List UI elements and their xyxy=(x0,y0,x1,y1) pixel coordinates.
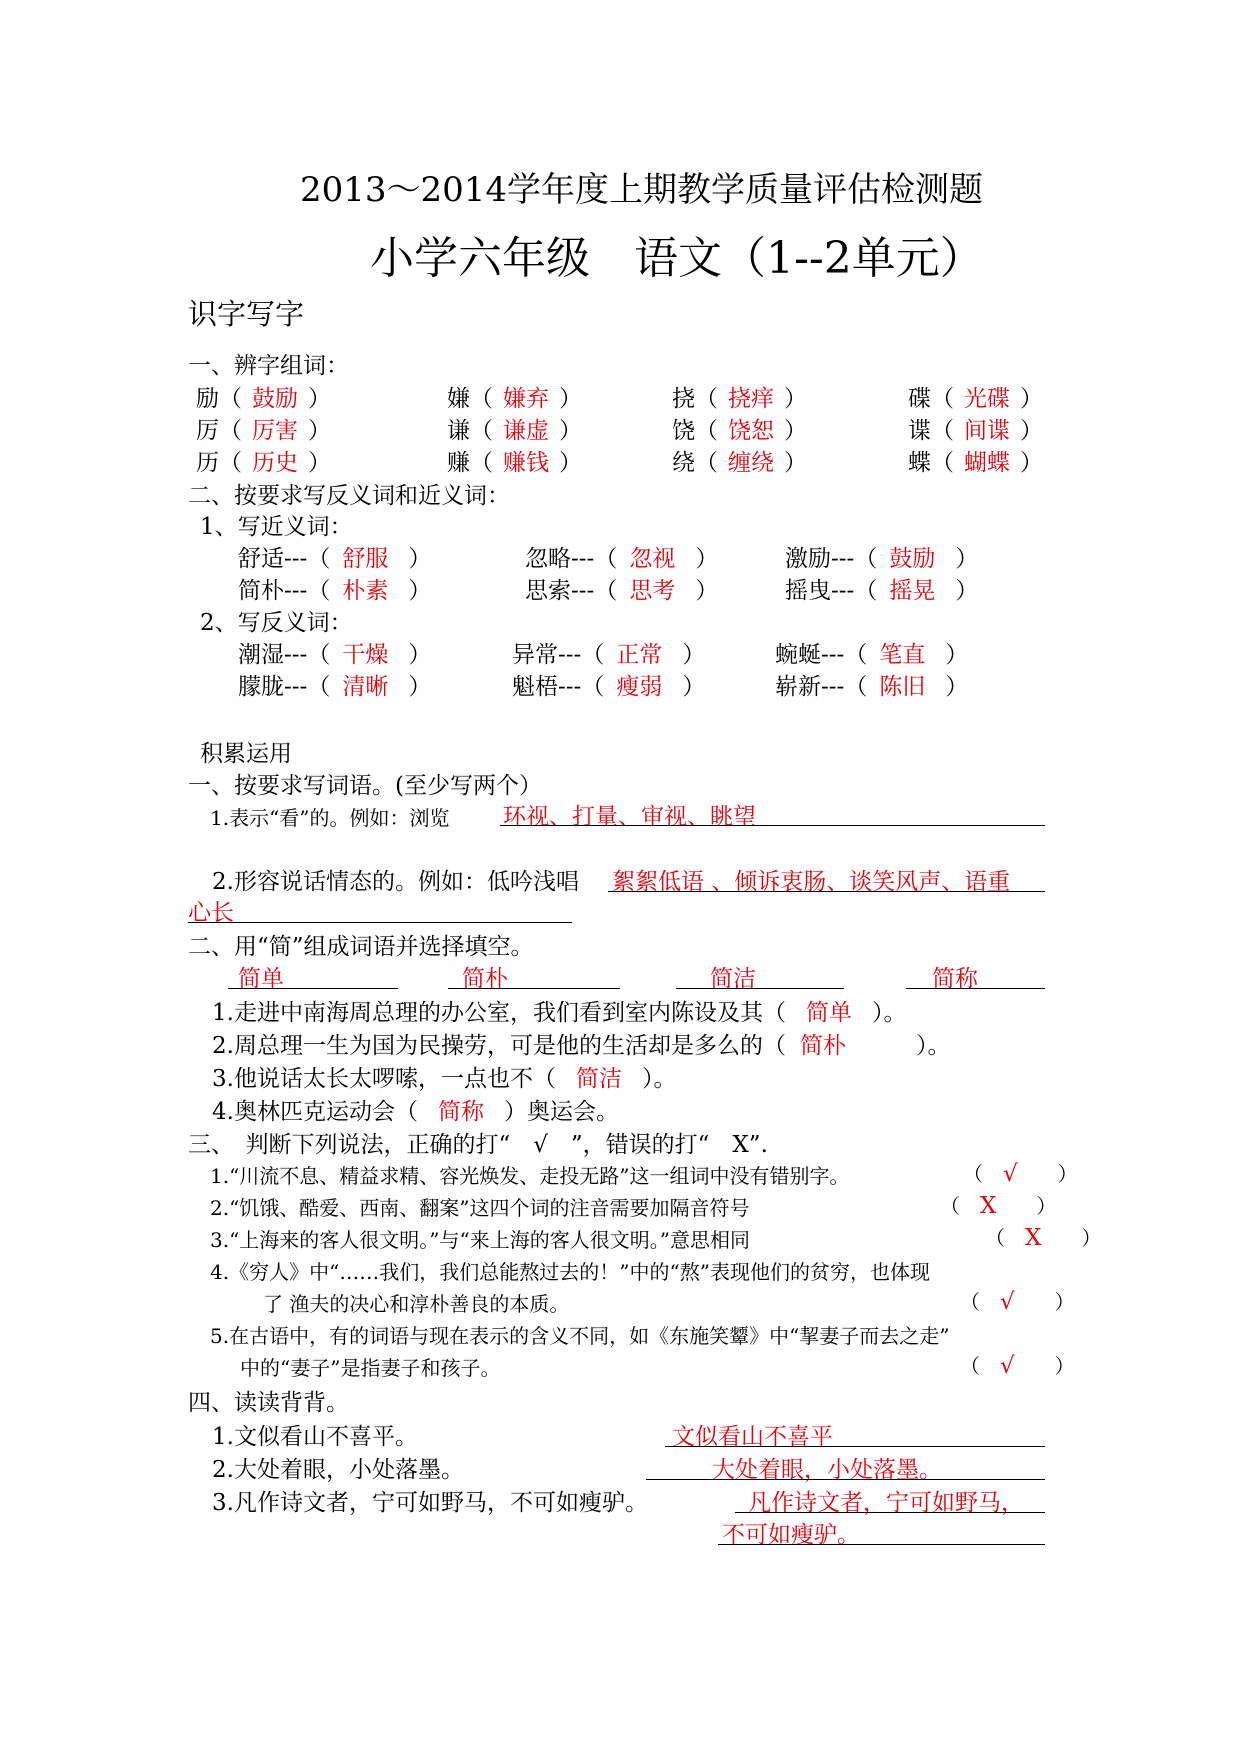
answer-word: 思考 xyxy=(629,578,676,604)
answer-look: 环视、打量、审视、眺望 xyxy=(503,804,756,830)
paren-open: （ xyxy=(695,386,718,412)
question-title-recite: 四、读读背背。 xyxy=(188,1390,349,1416)
answer-word: 嫌弃 xyxy=(503,386,549,412)
prompt-word: 摇曳---（ xyxy=(785,578,878,604)
paren-close: ） xyxy=(945,674,969,700)
paren-close: ） xyxy=(559,418,582,444)
question-title-distinguish: 一、辨字组词： xyxy=(188,353,349,379)
paren-close: ） xyxy=(1020,450,1043,476)
paren-close: ） xyxy=(1020,418,1043,444)
character: 挠 xyxy=(672,386,695,412)
paren-close: ） xyxy=(408,546,432,572)
question-title-synonym-antonym: 二、按要求写反义词和近义词： xyxy=(188,483,510,509)
word-cell xyxy=(447,380,582,413)
answer-speech-a: 絮絮低语 、倾诉衷肠、谈笑风声、语重 xyxy=(612,869,1011,895)
sentence-text: ）奥运会。 xyxy=(503,1099,619,1125)
answer-word: 厉害 xyxy=(252,418,298,444)
sentence-answer: 简称 xyxy=(437,1099,484,1125)
prompt-word: 潮湿---（ xyxy=(238,642,331,668)
answer-word: 赚钱 xyxy=(503,450,549,476)
jian-sentence-4 xyxy=(212,1093,619,1126)
answer-word: 挠痒 xyxy=(728,386,774,412)
sub-title-antonym: 2、写反义词： xyxy=(200,610,353,636)
character: 历 xyxy=(196,450,219,476)
prompt-word: 魁梧---（ xyxy=(512,674,605,700)
jian-word-4: 简称 xyxy=(932,966,978,992)
word-pair xyxy=(525,540,718,573)
answer-line xyxy=(735,1512,1045,1513)
recite-answer-3b: 不可如瘦驴。 xyxy=(722,1522,860,1548)
prompt-word: 蜿蜒---（ xyxy=(775,642,868,668)
word-pair xyxy=(238,668,431,701)
answer-line xyxy=(906,988,1045,989)
judge-mark-5: √ xyxy=(1000,1353,1015,1379)
answer-word: 饶恕 xyxy=(728,418,774,444)
word-cell xyxy=(447,444,582,477)
paren-close: ） xyxy=(408,674,432,700)
prompt-word: 思索---（ xyxy=(525,578,618,604)
character: 饶 xyxy=(672,418,695,444)
word-pair xyxy=(525,572,718,605)
answer-word: 间谍 xyxy=(964,418,1010,444)
judge-item-5a: 5.在古语中，有的词语与现在表示的含义不同，如《东施笑颦》中“挈妻子而去之走” xyxy=(210,1324,950,1348)
answer-word: 鼓励 xyxy=(889,546,936,572)
sub-title-synonym: 1、写近义词： xyxy=(200,514,353,540)
paren-open: （ xyxy=(219,386,242,412)
paren-close: ） xyxy=(784,418,807,444)
paren-open: （ xyxy=(470,386,493,412)
judge-paren-5: （ √ ） xyxy=(960,1353,1075,1379)
character: 厉 xyxy=(196,418,219,444)
exam-subtitle: 小学六年级 语文（1--2单元） xyxy=(370,233,984,284)
paren-close: ） xyxy=(784,450,807,476)
answer-word: 清晰 xyxy=(342,674,389,700)
character: 励 xyxy=(196,386,219,412)
judge-item-2: 2.“饥饿、酷爱、西南、翻案”这四个词的注音需要加隔音符号 xyxy=(210,1196,750,1220)
sentence-text: 1.走进中南海周总理的办公室，我们看到室内陈设及其（ xyxy=(212,1000,786,1026)
word-cell xyxy=(196,444,331,477)
word-pair xyxy=(238,636,431,669)
character: 赚 xyxy=(447,450,470,476)
paren-close: ） xyxy=(408,578,432,604)
paren-close: ） xyxy=(559,386,582,412)
answer-word: 陈旧 xyxy=(879,674,926,700)
answer-word: 摇晃 xyxy=(889,578,936,604)
answer-word: 鼓励 xyxy=(252,386,298,412)
word-cell xyxy=(672,380,807,413)
character: 碟 xyxy=(908,386,931,412)
item-label-speech: 2.形容说话情态的。例如：低吟浅唱 xyxy=(212,869,579,895)
answer-line xyxy=(718,1544,1045,1545)
question-title-jian: 二、用“简”组成词语并选择填空。 xyxy=(188,934,534,960)
answer-word: 蝴蝶 xyxy=(964,450,1010,476)
paren-close: ） xyxy=(695,546,719,572)
prompt-word: 异常---（ xyxy=(512,642,605,668)
paren-close: ） xyxy=(408,642,432,668)
prompt-word: 忽略---（ xyxy=(525,546,618,572)
judge-item-5b: 中的“妻子”是指妻子和孩子。 xyxy=(240,1356,501,1380)
answer-line xyxy=(646,1479,1045,1480)
jian-sentence-3 xyxy=(212,1060,676,1093)
judge-mark-2: X xyxy=(980,1193,997,1219)
judge-mark-3: X xyxy=(1025,1225,1042,1251)
word-pair xyxy=(785,572,978,605)
jian-word-3: 简洁 xyxy=(710,966,756,992)
sentence-text: ）。 xyxy=(915,1033,951,1059)
paren-close: ） xyxy=(308,386,331,412)
character: 谍 xyxy=(908,418,931,444)
word-pair xyxy=(512,668,705,701)
paren-close: ） xyxy=(955,546,979,572)
word-cell xyxy=(672,444,807,477)
word-cell xyxy=(196,380,331,413)
judge-item-4a: 4.《穷人》中“……我们，我们总能熬过去的！”中的“熬”表现他们的贫穷，也体现 xyxy=(210,1260,930,1284)
answer-line xyxy=(665,1446,1045,1447)
paren-close: ） xyxy=(682,674,706,700)
paren-close: ） xyxy=(784,386,807,412)
sentence-text: 4.奥林匹克运动会（ xyxy=(212,1099,418,1125)
character: 嫌 xyxy=(447,386,470,412)
section-heading-literacy: 识字写字 xyxy=(188,297,305,331)
question-title-judge: 三、 判断下列说法，正确的打“ √ ”，错误的打“ X”. xyxy=(188,1132,768,1158)
answer-word: 正常 xyxy=(616,642,663,668)
word-cell xyxy=(196,412,331,445)
question-title-write-words: 一、按要求写词语。(至少写两个） xyxy=(188,773,542,799)
sentence-text: ）。 xyxy=(641,1066,677,1092)
word-pair xyxy=(238,572,431,605)
word-pair xyxy=(512,636,705,669)
answer-speech-b: 心长 xyxy=(188,900,234,926)
sentence-text: 3.他说话太长太啰嗦，一点也不（ xyxy=(212,1066,556,1092)
prompt-word: 舒适---（ xyxy=(238,546,331,572)
judge-mark-4: √ xyxy=(1000,1289,1015,1315)
judge-mark-1: √ xyxy=(1003,1161,1018,1187)
paren-open: （ xyxy=(695,450,718,476)
answer-word: 笔直 xyxy=(879,642,926,668)
word-pair xyxy=(238,540,431,573)
answer-line xyxy=(188,922,572,923)
paren-open: （ xyxy=(695,418,718,444)
word-pair xyxy=(785,540,978,573)
answer-line xyxy=(228,988,398,989)
recite-item-1: 1.文似看山不喜平。 xyxy=(212,1424,418,1450)
answer-word: 舒服 xyxy=(342,546,389,572)
answer-word: 缠绕 xyxy=(728,450,774,476)
judge-paren-2: （ X ） xyxy=(940,1193,1057,1219)
section-heading-accumulation: 积累运用 xyxy=(200,741,292,767)
paren-open: （ xyxy=(219,418,242,444)
jian-sentence-2 xyxy=(212,1027,950,1060)
recite-answer-3a: 凡作诗文者，宁可如野马， xyxy=(748,1490,1024,1516)
answer-word: 光碟 xyxy=(964,386,1010,412)
character: 绕 xyxy=(672,450,695,476)
exam-title: 2013～2014学年度上期教学质量评估检测题 xyxy=(300,170,984,210)
jian-word-1: 简单 xyxy=(238,966,284,992)
paren-close: ） xyxy=(695,578,719,604)
sentence-answer: 简单 xyxy=(805,1000,852,1026)
answer-line xyxy=(608,891,1045,892)
sentence-answer: 简洁 xyxy=(575,1066,622,1092)
recite-item-2: 2.大处着眼，小处落墨。 xyxy=(212,1457,464,1483)
answer-word: 历史 xyxy=(252,450,298,476)
recite-answer-2: 大处着眼，小处落墨。 xyxy=(712,1457,942,1483)
answer-word: 干燥 xyxy=(342,642,389,668)
jian-sentence-1 xyxy=(212,994,906,1027)
item-label-look: 1.表示“看”的。例如：浏览 xyxy=(210,806,450,830)
answer-line xyxy=(500,825,1045,826)
paren-open: （ xyxy=(931,386,954,412)
judge-paren-4: （ √ ） xyxy=(960,1289,1075,1315)
paren-close: ） xyxy=(945,642,969,668)
paren-open: （ xyxy=(470,418,493,444)
jian-word-2: 简朴 xyxy=(462,966,508,992)
judge-item-1: 1.“川流不息、精益求精、容光焕发、走投无路”这一组词中没有错别字。 xyxy=(210,1164,850,1188)
paren-open: （ xyxy=(219,450,242,476)
answer-line xyxy=(448,988,620,989)
paren-close: ） xyxy=(1020,386,1043,412)
paren-close: ） xyxy=(682,642,706,668)
sentence-text: ）。 xyxy=(871,1000,907,1026)
paren-close: ） xyxy=(308,418,331,444)
answer-word: 忽视 xyxy=(629,546,676,572)
paren-open: （ xyxy=(931,450,954,476)
prompt-word: 崭新---（ xyxy=(775,674,868,700)
recite-item-3: 3.凡作诗文者，宁可如野马，不可如瘦驴。 xyxy=(212,1490,648,1516)
paren-close: ） xyxy=(955,578,979,604)
judge-paren-1: （ √ ） xyxy=(963,1161,1078,1187)
recite-answer-1: 文似看山不喜平 xyxy=(672,1424,833,1450)
word-pair xyxy=(775,668,968,701)
word-cell xyxy=(908,380,1043,413)
paren-open: （ xyxy=(931,418,954,444)
word-cell xyxy=(908,444,1043,477)
sentence-answer: 简朴 xyxy=(799,1033,846,1059)
character: 蝶 xyxy=(908,450,931,476)
word-cell xyxy=(672,412,807,445)
prompt-word: 激励---（ xyxy=(785,546,878,572)
answer-word: 谦虚 xyxy=(503,418,549,444)
prompt-word: 简朴---（ xyxy=(238,578,331,604)
sentence-text: 2.周总理一生为国为民操劳，可是他的生活却是多么的（ xyxy=(212,1033,786,1059)
word-pair xyxy=(775,636,968,669)
answer-line xyxy=(676,988,844,989)
answer-word: 朴素 xyxy=(342,578,389,604)
judge-paren-3: （ X ） xyxy=(985,1225,1102,1251)
answer-word: 瘦弱 xyxy=(616,674,663,700)
character: 谦 xyxy=(447,418,470,444)
paren-close: ） xyxy=(559,450,582,476)
judge-item-3: 3.“上海来的客人很文明。”与“来上海的客人很文明。”意思相同 xyxy=(210,1228,750,1252)
paren-open: （ xyxy=(470,450,493,476)
prompt-word: 朦胧---（ xyxy=(238,674,331,700)
judge-item-4b: 了 渔夫的决心和淳朴善良的本质。 xyxy=(263,1292,570,1316)
word-cell xyxy=(447,412,582,445)
paren-close: ） xyxy=(308,450,331,476)
word-cell xyxy=(908,412,1043,445)
